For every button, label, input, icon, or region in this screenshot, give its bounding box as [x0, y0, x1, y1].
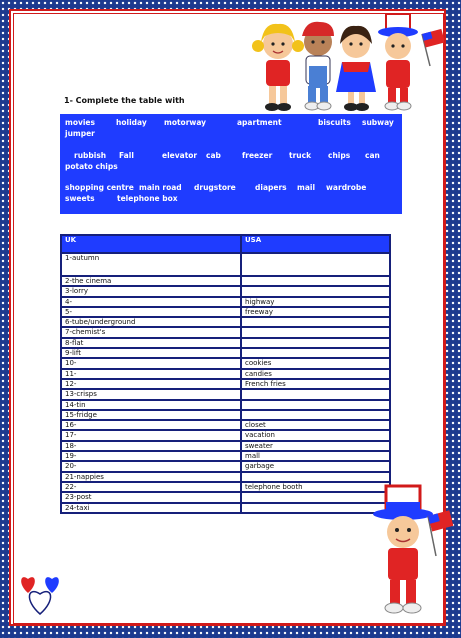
heart-icon	[29, 592, 50, 614]
usa-cell: highway	[241, 297, 390, 307]
uk-cell: 3-lorry	[61, 286, 241, 296]
word-bank-item: telephone box	[117, 194, 178, 203]
table-row	[61, 358, 390, 368]
usa-cell[interactable]	[241, 400, 390, 410]
word-bank-item: drugstore	[194, 183, 236, 192]
uk-cell: 15-fridge	[61, 410, 241, 420]
word-bank-item: main road	[139, 183, 182, 192]
word-bank-item: freezer	[242, 151, 273, 160]
table-row	[61, 410, 390, 420]
uk-cell: 1-autumn	[61, 253, 241, 276]
table-row	[61, 307, 390, 317]
usa-cell: closet	[241, 420, 390, 430]
usa-cell: telephone booth	[241, 482, 390, 492]
word-bank-item: rubbish	[74, 151, 107, 160]
word-bank-item: biscuits	[318, 118, 351, 127]
table-row	[61, 420, 390, 430]
word-bank-item: motorway	[164, 118, 207, 127]
table-row	[61, 297, 390, 307]
usa-cell: candies	[241, 369, 390, 379]
usa-cell[interactable]	[241, 253, 390, 276]
usa-cell[interactable]	[241, 276, 390, 286]
word-bank-item: chips	[328, 151, 351, 160]
uk-cell[interactable]: 4-	[61, 297, 241, 307]
flag-icon	[422, 29, 444, 66]
usa-cell[interactable]	[241, 286, 390, 296]
uk-cell: 9-lift	[61, 348, 241, 358]
uk-cell: 14-tin	[61, 400, 241, 410]
table-row	[61, 389, 390, 399]
usa-cell: cookies	[241, 358, 390, 368]
girl-figure	[336, 26, 376, 111]
table-row	[61, 327, 390, 337]
uncle-sam-boy-illustration	[366, 484, 456, 618]
word-bank-item: mail	[297, 183, 316, 192]
table-row	[61, 441, 390, 451]
word-bank-item: movies	[65, 118, 95, 127]
usa-cell[interactable]	[241, 317, 390, 327]
flag-icon	[428, 510, 453, 556]
word-bank-item: elevator	[162, 151, 198, 160]
uk-cell[interactable]: 5-	[61, 307, 241, 317]
column-header-uk: UK	[61, 235, 241, 253]
table-row	[61, 430, 390, 440]
uk-cell[interactable]: 10-	[61, 358, 241, 368]
word-bank-item: holiday	[116, 118, 147, 127]
usa-cell: vacation	[241, 430, 390, 440]
girl-figure	[252, 24, 304, 111]
uk-cell: 21-nappies	[61, 472, 241, 482]
usa-cell[interactable]	[241, 410, 390, 420]
word-bank-item: jumper	[65, 129, 95, 138]
word-bank-item: potato chips	[65, 162, 118, 171]
usa-cell: sweater	[241, 441, 390, 451]
uk-cell[interactable]: 11-	[61, 369, 241, 379]
table-row	[61, 400, 390, 410]
usa-cell[interactable]	[241, 472, 390, 482]
word-bank-item: wardrobe	[326, 183, 367, 192]
kids-illustration	[246, 14, 444, 114]
uk-cell[interactable]: 20-	[61, 461, 241, 471]
uk-cell[interactable]: 18-	[61, 441, 241, 451]
usa-cell[interactable]	[241, 389, 390, 399]
table-row	[61, 482, 390, 492]
boy-figure	[302, 22, 334, 110]
word-bank-item: Fall	[119, 151, 134, 160]
word-bank-item: sweets	[65, 194, 95, 203]
table-row	[61, 451, 390, 461]
uk-cell[interactable]: 19-	[61, 451, 241, 461]
column-header-usa: USA	[241, 235, 390, 253]
table-row	[61, 379, 390, 389]
table-row	[61, 276, 390, 286]
usa-cell: mall	[241, 451, 390, 461]
usa-cell[interactable]	[241, 338, 390, 348]
hearts-decoration	[14, 570, 74, 618]
uk-cell: 6-tube/underground	[61, 317, 241, 327]
uk-cell[interactable]: 12-	[61, 379, 241, 389]
table-row	[61, 317, 390, 327]
table-row	[61, 492, 390, 502]
table-row	[61, 472, 390, 482]
uk-cell[interactable]: 16-	[61, 420, 241, 430]
usa-cell: freeway	[241, 307, 390, 317]
usa-cell: garbage	[241, 461, 390, 471]
table-row	[61, 348, 390, 358]
word-bank-item: can	[365, 151, 380, 160]
word-bank-item: diapers	[255, 183, 287, 192]
table-row	[61, 503, 390, 513]
word-bank	[60, 114, 402, 214]
word-bank-item: cab	[206, 151, 221, 160]
word-bank-item: subway	[362, 118, 394, 127]
uk-cell[interactable]: 22-	[61, 482, 241, 492]
uk-usa-table	[60, 234, 391, 514]
table-header-row	[61, 235, 390, 253]
table-row	[61, 369, 390, 379]
instruction-heading: 1- Complete the table with	[64, 96, 185, 105]
uk-cell: 24-taxi	[61, 503, 241, 513]
word-bank-item: apartment	[237, 118, 282, 127]
usa-cell: French fries	[241, 379, 390, 389]
table-row	[61, 338, 390, 348]
uk-cell[interactable]: 17-	[61, 430, 241, 440]
word-bank-item: truck	[289, 151, 312, 160]
uk-cell: 2-the cinema	[61, 276, 241, 286]
table-row	[61, 461, 390, 471]
word-bank-item: shopping centre	[65, 183, 134, 192]
uk-cell: 13-crisps	[61, 389, 241, 399]
usa-cell[interactable]	[241, 327, 390, 337]
uncle-sam-kid-figure	[378, 14, 418, 110]
uk-cell: 7-chemist's	[61, 327, 241, 337]
uk-cell: 8-flat	[61, 338, 241, 348]
uk-cell: 23-post	[61, 492, 241, 502]
usa-cell[interactable]	[241, 348, 390, 358]
table-row	[61, 253, 390, 276]
table-row	[61, 286, 390, 296]
